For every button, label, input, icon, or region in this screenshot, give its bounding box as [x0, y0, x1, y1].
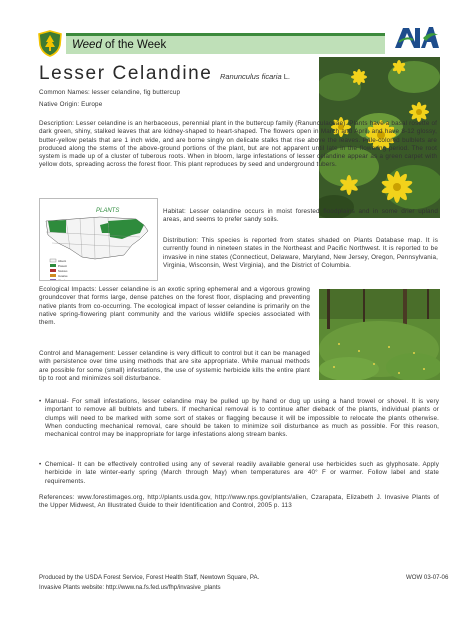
legend-label: Invasive — [58, 275, 68, 278]
ecological-impacts: Ecological Impacts: Lesser celandine is an exotic spring ephemeral and a vigorous growing groundcover that forms large, dense patches on the forest floor, displacing and preventing native plants from co-occurring. The ecological impact of lesser celandine is primarily on the native spring-flowering plant community and the various wildlife species associated with them. — [39, 286, 310, 327]
scientific-author: L. — [281, 72, 290, 81]
footer-website: Invasive Plants website: http://www.na.fs.fed.us/fhp/invasive_plants — [39, 584, 221, 591]
page-title — [39, 63, 290, 85]
manual-text: Manual- For small infestations, lesser celandine may be pulled up by hand or dug up using a hand trowel or shovel. It is very important to remove all bulblets and tubers. If mechanical removal is to continue after dieback of the plants, individual plants or clumps will need to be marked with some sort of stakes or flagging because it will be impossible to relocate the plants otherwise. When conducting mechanical removal, care should be taken to minimize soil disturbance as much as possible. For this reason, mechanical control may be inappropriate for large infestations along stream banks. — [45, 398, 439, 439]
native-origin: Native Origin: Europe — [39, 101, 103, 108]
legend-label: Present — [58, 265, 67, 268]
footer-code: WOW 03-07-06 — [406, 574, 449, 581]
chemical-text: Chemical- It can be effectively controlled using any of several readily available general use herbicides such as glyphosate. Apply herbicide in late winter-early spring (March through May) when temperatures are 40° F or warmer. Follow label and state requirements. — [45, 461, 439, 485]
series-rest: of the Week — [101, 39, 167, 51]
groundcover-photo — [319, 289, 440, 380]
legend-label: Weedy — [58, 279, 67, 281]
bullet-manual — [39, 398, 439, 439]
na-logo-icon — [393, 24, 439, 50]
references: References: www.forestimages.org, http://plants.usda.gov, http://www.nps.gov/plants/alien, Czarapata, Elizabeth J. Invasive Plants of the Upper Midwest, An Illustrated Guide to their Identification and Control, 2005 p. 113 — [39, 494, 439, 510]
bullet-mark: • — [39, 398, 42, 405]
map-state-present — [48, 220, 66, 233]
title-banner — [66, 33, 385, 54]
footer-produced-by: Produced by the USDA Forest Service, Forest Health Staff, Newtown Square, PA. — [39, 574, 260, 581]
legend-label: Noxious — [58, 270, 68, 273]
common-names: Common Names: lesser celandine, fig buttercup — [39, 89, 181, 96]
bullet-chemical — [39, 461, 439, 486]
series-word: Weed — [72, 39, 102, 51]
legend-label: Absent — [58, 260, 67, 263]
forest-service-shield-icon — [38, 30, 62, 57]
bullet-mark: • — [39, 461, 42, 468]
header — [0, 24, 474, 60]
distribution-map — [39, 198, 158, 281]
series-title — [72, 36, 166, 54]
common-name-title: Lesser Celandine — [39, 63, 213, 84]
control-management: Control and Management: Lesser celandine is very difficult to control but it can be managed with persistence over time using methods that are site appropriate. While manual methods are possible for some (small) infestations, the use of systemic herbicide kills the entire plant tip to root and minimizes soil disturbance. — [39, 350, 310, 382]
plants-logo: PLANTS — [96, 208, 120, 214]
scientific-name: Ranunculus ficaria — [219, 72, 282, 81]
distribution: Distribution: This species is reported from states shaded on Plants Database map. It is currently found in nineteen states in the Northeast and Pacific Northwest. It is reported to be invasive in nine states (Connecticut, Delaware, Maryland, New Jersey, Oregon, Pennsylvania, Virginia, Wisconsin, West Virginia), and the District of Columbia. — [163, 237, 438, 269]
description: Description: Lesser celandine is an herbaceous, perennial plant in the buttercup family (Ranunculaceae). Plants have a basal rosette of dark green, shiny, stalked leaves that are kidney-shaped to heart-shaped. The flowers open in March and April, and have 8-12 glossy, butter-yellow petals that are 1 inch wide, and are borne singly on delicate stalks that rise above the leaves. Pale-colored bulblets are produced along the stems of the above-ground portions of the plant, but are not apparent until late in the flowering period. The root system is made up of a cluster of tuberous roots. When in bloom, large infestations of lesser celandine appear as a green carpet with yellow dots, spreading across the forest floor. This plant reproduces by seed and underground tubers. — [39, 120, 437, 169]
habitat: Habitat: Lesser celandine occurs in moist forested floodplains and in some drier upland areas, and seems to prefer sandy soils. — [163, 208, 438, 224]
